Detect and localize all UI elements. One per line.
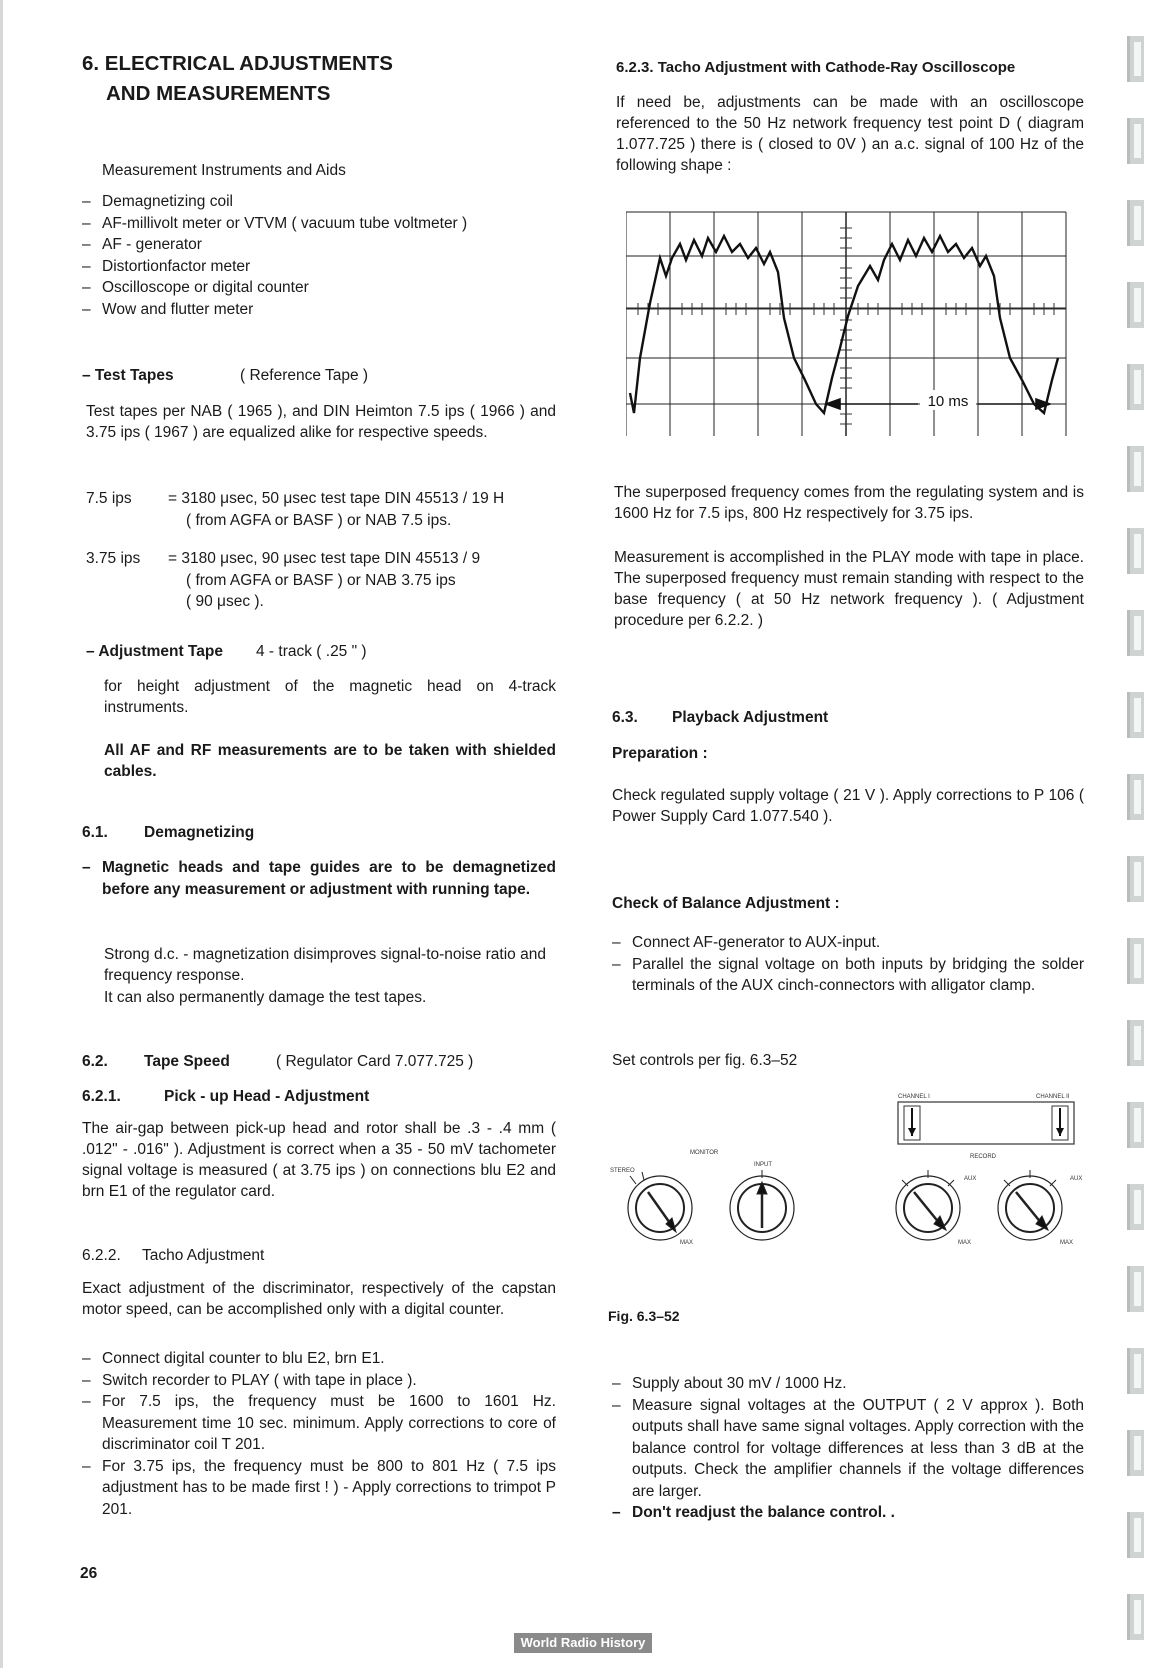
input-label: INPUT — [754, 1162, 772, 1168]
index-tab — [1127, 692, 1144, 738]
figure-caption: Fig. 6.3–52 — [608, 1308, 680, 1324]
section-6-2-note: ( Regulator Card 7.077.725 ) — [276, 1053, 474, 1070]
input-knob — [730, 1170, 794, 1240]
index-tab — [1127, 856, 1144, 902]
speed1-line2: ( from AGFA or BASF ) or NAB 7.5 ips. — [186, 512, 452, 529]
speed2-line3: ( 90 μsec ). — [186, 593, 264, 610]
channel1-label: CHANNEL I — [898, 1094, 930, 1100]
index-tab — [1127, 1594, 1144, 1640]
list-item: – Supply about 30 mV / 1000 Hz. — [612, 1373, 1084, 1395]
section-6-2-3-title: 6.2.3. Tacho Adjustment with Cathode-Ray Oscilloscope — [616, 59, 1016, 76]
list-item: – Distortionfactor meter — [82, 256, 552, 278]
list-item: – Measure signal voltages at the OUTPUT ( 2 V approx ). Both outputs shall have same signal voltages. Apply correction with the balance control for voltage differences at less than 3 dB at the outputs. Check the amplifier channels if the voltage differences are larger. — [612, 1395, 1084, 1503]
chapter-heading-line2: AND MEASUREMENTS — [106, 82, 331, 105]
list-item: – For 3.75 ips, the frequency must be 800 to 801 Hz ( 7.5 ips adjustment has to be made first ! ) - Apply corrections to trimpot P 201. — [82, 1456, 556, 1521]
speed2-line1: = 3180 μsec, 90 μsec test tape DIN 45513 / 9 — [168, 550, 481, 567]
page-edge-line — [0, 0, 3, 1668]
section-6-1-number: 6.1. — [82, 824, 108, 841]
controls-figure — [606, 1086, 1090, 1256]
balance-adjustment-title: Check of Balance Adjustment : — [612, 895, 840, 912]
adjustment-tape-text: for height adjustment of the magnetic head on 4-track instruments. — [104, 678, 556, 716]
section-6-2-2-title: Tacho Adjustment — [142, 1247, 265, 1264]
max2-label: MAX — [958, 1240, 972, 1246]
list-item: – AF-millivolt meter or VTVM ( vacuum tube voltmeter ) — [82, 213, 552, 235]
stereo-label: STEREO — [610, 1168, 635, 1174]
record-knob-1 — [896, 1170, 960, 1240]
section-6-2-2-text: Exact adjustment of the discriminator, respectively of the capstan motor speed, can be accomplished only with a digital counter. — [82, 1280, 556, 1318]
index-tab — [1127, 1348, 1144, 1394]
section-6-1-title: Demagnetizing — [144, 824, 255, 841]
level-meter-box — [898, 1102, 1074, 1144]
speed1-line1: = 3180 μsec, 50 μsec test tape DIN 45513 / 19 H — [168, 490, 505, 507]
adjustment-tape-note: 4 - track ( .25 " ) — [256, 643, 367, 660]
instruments-list — [82, 191, 552, 320]
max3-label: MAX — [1060, 1240, 1074, 1246]
index-tab — [1127, 36, 1144, 82]
section-6-2-1-title: Pick - up Head - Adjustment — [164, 1088, 370, 1105]
section-6-2-3-text: If need be, adjustments can be made with an oscilloscope referenced to the 50 Hz network frequency test point D ( diagram 1.077.725 ) there is ( closed to 0V ) an a.c. signal of 100 Hz of the following shape : — [616, 94, 1084, 174]
adjustment-tape-label: – Adjustment Tape — [86, 643, 223, 660]
superposed-frequency-text: The superposed frequency comes from the regulating system and is 1600 Hz for 7.5 ips, 800 Hz respectively for 3.75 ips. — [614, 484, 1084, 522]
index-tab — [1127, 1430, 1144, 1476]
index-tab — [1127, 1184, 1144, 1230]
list-item: – Demagnetizing coil — [82, 191, 552, 213]
test-tapes-note: ( Reference Tape ) — [240, 367, 369, 384]
shielded-cables-note: All AF and RF measurements are to be taken with shielded cables. — [104, 742, 556, 780]
time-span-label: 10 ms — [927, 393, 969, 410]
set-controls-text: Set controls per fig. 6.3–52 — [612, 1052, 798, 1069]
scope-trace — [630, 236, 1058, 413]
monitor-label: MONITOR — [690, 1150, 719, 1156]
balance-list — [612, 932, 1084, 997]
channel1-needle-tip — [908, 1128, 916, 1136]
tacho-adjustment-list — [82, 1348, 556, 1520]
footer-watermark: World Radio History — [514, 1633, 652, 1653]
list-item: – Wow and flutter meter — [82, 299, 552, 321]
section-6-2-number: 6.2. — [82, 1053, 108, 1070]
index-tab — [1127, 1020, 1144, 1066]
section-6-2-title: Tape Speed — [144, 1053, 230, 1070]
index-tab — [1127, 610, 1144, 656]
test-tapes-text: Test tapes per NAB ( 1965 ), and DIN Heimton 7.5 ips ( 1966 ) and 3.75 ips ( 1967 ) are equalized alike for respective speeds. — [86, 403, 556, 441]
channel2-needle-tip — [1056, 1128, 1064, 1136]
index-tab — [1127, 118, 1144, 164]
list-item: – Connect AF-generator to AUX-input. — [612, 932, 1084, 954]
list-item: – Switch recorder to PLAY ( with tape in place ). — [82, 1370, 556, 1392]
list-item: – Magnetic heads and tape guides are to be demagnetized before any measurement or adjustment with running tape. — [82, 857, 556, 900]
list-item: – Don't readjust the balance control. . — [612, 1502, 1084, 1524]
section-6-2-2-number: 6.2.2. — [82, 1247, 121, 1264]
speed1-label: 7.5 ips — [86, 490, 132, 507]
index-tab — [1127, 774, 1144, 820]
demagnetizing-list — [82, 857, 556, 900]
record-knob-2 — [998, 1170, 1062, 1240]
list-item: – Parallel the signal voltage on both inputs by bridging the solder terminals of the AUX cinch-connectors with alligator clamp. — [612, 954, 1084, 997]
list-item: – Connect digital counter to blu E2, brn E1. — [82, 1348, 556, 1370]
list-item: – For 7.5 ips, the frequency must be 1600 to 1601 Hz. Measurement time 10 sec. minimum. Apply corrections to core of discriminator coil T 201. — [82, 1391, 556, 1456]
aux1-label: AUX — [964, 1176, 977, 1182]
channel2-label: CHANNEL II — [1036, 1094, 1070, 1100]
list-item: – AF - generator — [82, 234, 552, 256]
section-6-2-1-text: The air-gap between pick-up head and rotor shall be .3 - .4 mm ( .012" - .016" ). Adjustment is correct when a 35 - 50 mV tachometer signal voltage is measured ( at 3.75 ips ) on connections blu E2 and brn E1 of the regulator card. — [82, 1120, 556, 1200]
index-tab — [1127, 446, 1144, 492]
check-voltage-text: Check regulated supply voltage ( 21 V ). Apply corrections to P 106 ( Power Supply Card 1.077.540 ). — [612, 787, 1084, 825]
test-tapes-label: – Test Tapes — [82, 367, 174, 384]
chapter-heading-line1: 6. ELECTRICAL ADJUSTMENTS — [82, 52, 393, 75]
measurement-text: Measurement is accomplished in the PLAY mode with tape in place. The superposed frequency must remain standing with respect to the base frequency ( at 50 Hz network frequency ). ( Adjustment procedure per 6.2.2. ) — [614, 549, 1084, 629]
list-item: – Oscilloscope or digital counter — [82, 277, 552, 299]
page-number: 26 — [80, 1565, 98, 1582]
demagnetizing-text2: It can also permanently damage the test tapes. — [104, 989, 427, 1006]
speed2-label: 3.75 ips — [86, 550, 141, 567]
aux2-label: AUX — [1070, 1176, 1083, 1182]
index-tab — [1127, 1102, 1144, 1148]
index-tab — [1127, 528, 1144, 574]
section-6-3-title: Playback Adjustment — [672, 709, 829, 726]
index-tab — [1127, 1512, 1144, 1558]
record-label: RECORD — [970, 1154, 997, 1160]
instruments-title: Measurement Instruments and Aids — [102, 162, 346, 179]
index-tab — [1127, 364, 1144, 410]
demagnetizing-text1: Strong d.c. - magnetization disimproves signal-to-noise ratio and frequency response. — [104, 946, 546, 984]
preparation-label: Preparation : — [612, 745, 708, 762]
section-6-2-1-number: 6.2.1. — [82, 1088, 121, 1105]
monitor-knob — [628, 1172, 692, 1240]
index-tab — [1127, 200, 1144, 246]
output-checks-list — [612, 1373, 1084, 1524]
index-tab — [1127, 282, 1144, 328]
max1-label: MAX — [680, 1240, 694, 1246]
oscilloscope-waveform-diagram — [626, 208, 1076, 440]
speed2-line2: ( from AGFA or BASF ) or NAB 3.75 ips — [186, 572, 456, 589]
index-tab — [1127, 938, 1144, 984]
index-tab — [1127, 1266, 1144, 1312]
section-6-3-number: 6.3. — [612, 709, 638, 726]
